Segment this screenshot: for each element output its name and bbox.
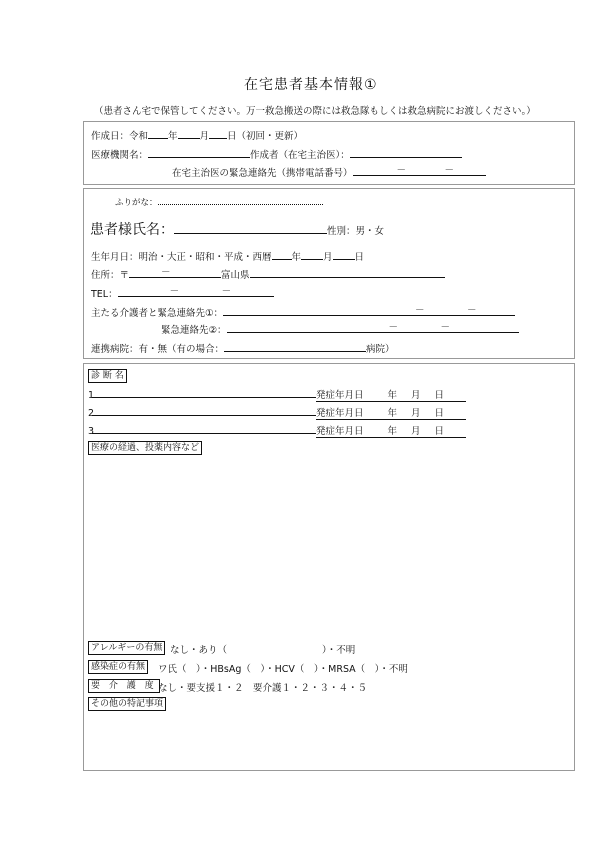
other-notes-area[interactable] [88, 712, 568, 767]
created-year-label: 年 [168, 131, 178, 142]
infection-options[interactable]: ワ氏（ ）・HBsAg（ ）・HCV（ ）・MRSA（ ）・不明 [158, 664, 408, 675]
onset-day-label: 日 [434, 390, 445, 401]
page-title: 在宅患者基本情報① [244, 77, 378, 93]
birthdate-row [91, 249, 364, 263]
institution-row [91, 147, 462, 161]
caregiver-field[interactable] [223, 306, 515, 316]
phone-dash: － [396, 165, 407, 176]
diagnosis-field[interactable] [92, 406, 316, 416]
author-field[interactable] [350, 148, 462, 158]
care-level-options[interactable]: なし・要支援１・２ 要介護１・２・３・４・５ [158, 683, 368, 694]
diagnosis-number: 3 [88, 426, 95, 437]
onset-day-label: 日 [434, 408, 445, 419]
furigana-label: ふりがな： [115, 198, 158, 208]
diagnosis-row [88, 405, 466, 420]
diagnosis-tag: 診 断 名 [88, 369, 127, 383]
caregiver-label: 主たる介護者と緊急連絡先①： [91, 308, 224, 319]
caregiver-row [91, 305, 515, 319]
birth-day-label: 日 [354, 252, 365, 263]
furigana-row [115, 196, 323, 208]
address-field[interactable] [250, 268, 445, 278]
emergency2-row [161, 322, 519, 336]
tel-field[interactable] [118, 287, 274, 297]
diagnosis-row [88, 423, 466, 438]
onset-label: 発症年月日 [316, 390, 364, 401]
storage-note: （患者さん宅で保管してください。万一救急搬送の際には救急隊もしくは救急病院にお渡しください。） [94, 106, 536, 117]
phone-dash: － [444, 165, 455, 176]
birth-year-label: 年 [291, 252, 302, 263]
diagnosis-number: 1 [88, 390, 95, 401]
tel-dash: － [169, 286, 180, 297]
medical-course-tag: 医療の経過、投薬内容など [88, 441, 202, 455]
allergy-tag: アレルギーの有無 [88, 641, 165, 655]
emergency-contact-label: 在宅主治医の緊急連絡先（携帯電話番号） [172, 168, 353, 179]
created-day-type-label: 日（初回・更新） [227, 131, 304, 142]
birthdate-label: 生年月日：明治・大正・昭和・平成・西暦 [91, 252, 272, 263]
prefecture-label: 富山県 [221, 270, 250, 281]
emergency2-dash: － [388, 322, 399, 333]
onset-year-label: 年 [387, 426, 398, 437]
postal-code-field[interactable] [129, 268, 221, 278]
diagnosis-number: 2 [88, 408, 95, 419]
diagnosis-row [88, 387, 466, 402]
caregiver-dash: － [415, 305, 425, 316]
partner-hospital-row [91, 341, 395, 355]
onset-month-label: 月 [411, 390, 421, 401]
care-level-tag: 要 介 護 度 [88, 679, 160, 693]
onset-label: 発症年月日 [316, 426, 364, 437]
birth-month-label: 月 [323, 252, 333, 263]
onset-label: 発症年月日 [316, 408, 364, 419]
tel-row [91, 286, 274, 300]
tel-label: TEL： [91, 289, 118, 300]
onset-year-label: 年 [387, 408, 398, 419]
tel-dash: － [221, 286, 232, 297]
onset-day-label: 日 [434, 426, 445, 437]
diagnosis-field[interactable] [92, 388, 316, 398]
emergency2-field[interactable] [227, 323, 519, 333]
address-row [91, 267, 445, 281]
emergency-phone-field[interactable] [353, 166, 486, 176]
postal-dash: － [161, 267, 171, 278]
emergency2-label: 緊急連絡先②： [161, 325, 227, 336]
infection-tag: 感染症の有無 [88, 660, 148, 674]
allergy-options[interactable]: なし・あり（ ）・不明 [170, 645, 356, 656]
created-month-label: 月 [199, 131, 210, 142]
patient-name-row [90, 219, 384, 239]
institution-label: 医療機関名： [91, 150, 149, 161]
emergency2-dash: － [440, 322, 451, 333]
partner-hospital-suffix: 病院） [366, 344, 395, 355]
address-label: 住所：〒 [91, 270, 130, 281]
sex-label: 性別：男・女 [327, 226, 385, 237]
author-label: 作成者（在宅主治医）： [250, 150, 350, 161]
diagnosis-field[interactable] [92, 424, 316, 434]
onset-month-label: 月 [411, 426, 421, 437]
medical-course-area[interactable] [88, 456, 568, 636]
onset-year-label: 年 [387, 390, 398, 401]
patient-name-field[interactable] [174, 221, 327, 234]
patient-name-label: 患者様氏名： [90, 222, 174, 238]
created-label: 作成日：令和 [91, 131, 149, 142]
emergency-contact-row [172, 165, 486, 179]
institution-field[interactable] [148, 148, 250, 158]
partner-hospital-field[interactable] [224, 342, 366, 352]
furigana-field[interactable] [158, 196, 323, 205]
caregiver-dash: － [467, 305, 477, 316]
other-notes-tag: その他の特記事項 [88, 697, 166, 711]
created-date-row [91, 128, 303, 142]
onset-month-label: 月 [411, 408, 421, 419]
partner-hospital-label: 連携病院：有・無（有の場合： [91, 344, 225, 355]
